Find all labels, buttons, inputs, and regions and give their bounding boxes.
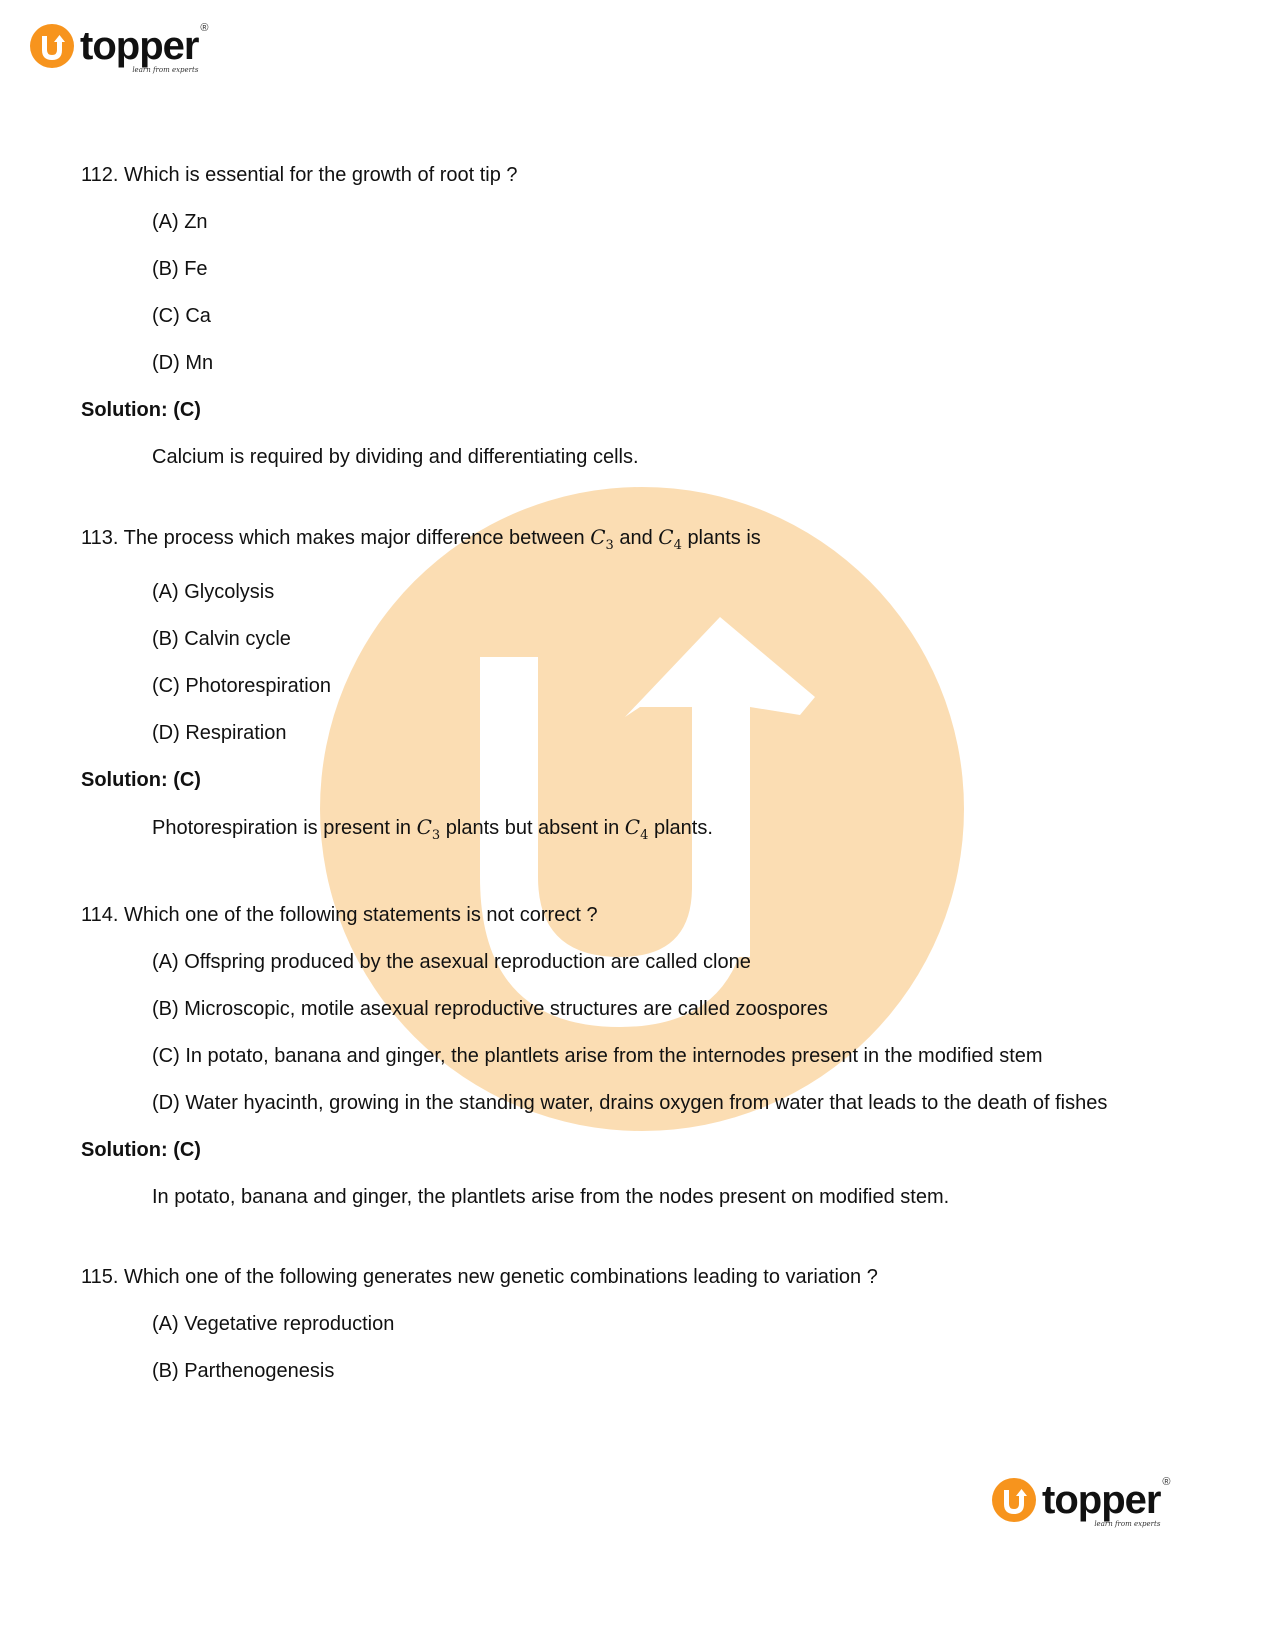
question-stem: Which one of the following statements is not correct ? <box>124 904 598 926</box>
question-stem-end: plants is <box>687 527 761 549</box>
c3-symbol: $C_3$ <box>590 525 614 553</box>
solution-label: Solution: (C) <box>81 769 201 791</box>
question-number: 114. <box>81 904 119 926</box>
option-b: (B) Parthenogenesis <box>152 1360 335 1382</box>
option-a: (A) Offspring produced by the asexual reproduction are called clone <box>152 951 751 973</box>
solution-label: Solution: (C) <box>81 399 201 421</box>
question-text <box>81 160 1161 191</box>
option-c: (C) In potato, banana and ginger, the plantlets arise from the internodes present in the modified stem <box>152 1045 1043 1067</box>
question-113 <box>81 522 1161 851</box>
footer-logo <box>992 1476 1171 1528</box>
option-d: (D) Mn <box>152 352 214 374</box>
header-logo <box>30 22 209 74</box>
utopper-badge-icon <box>992 1478 1036 1522</box>
registered-mark: ® <box>1162 1476 1171 1488</box>
option-b: (B) Fe <box>152 258 208 280</box>
option-c: (C) Photorespiration <box>152 675 331 697</box>
question-text <box>81 522 1161 561</box>
question-number: 113. <box>81 527 119 549</box>
brand-name: topper <box>80 24 199 68</box>
brand-name: topper <box>1042 1478 1161 1522</box>
option-a: (A) Vegetative reproduction <box>152 1313 395 1335</box>
option-b: (B) Microscopic, motile asexual reproductive structures are called zoospores <box>152 998 828 1020</box>
option-b: (B) Calvin cycle <box>152 628 291 650</box>
brand-tagline: learn from experts <box>1094 1520 1161 1528</box>
question-stem: Which is essential for the growth of root tip ? <box>124 164 518 186</box>
question-stem-and: and <box>619 527 653 549</box>
question-114 <box>81 900 1161 1213</box>
question-number: 112. <box>81 164 119 186</box>
c3-symbol: $C_3$ <box>416 815 441 843</box>
solution-explanation: Photorespiration is present in $C_3$ plants but absent in $C_4$ plants. <box>152 815 713 843</box>
solution-explanation: In potato, banana and ginger, the plantlets arise from the nodes present on modified stem. <box>152 1186 950 1208</box>
option-d: (D) Respiration <box>152 722 287 744</box>
c4-symbol: $C_4$ <box>624 815 649 843</box>
option-c: (C) Ca <box>152 305 211 327</box>
question-text <box>81 900 1161 931</box>
option-d: (D) Water hyacinth, growing in the standing water, drains oxygen from water that leads to the death of fishes <box>152 1092 1108 1114</box>
utopper-badge-icon <box>30 24 74 68</box>
option-a: (A) Zn <box>152 211 208 233</box>
question-stem: Which one of the following generates new genetic combinations leading to variation ? <box>124 1266 878 1288</box>
registered-mark: ® <box>200 22 209 34</box>
solution-label: Solution: (C) <box>81 1139 201 1161</box>
question-list <box>81 160 1161 1403</box>
question-112 <box>81 160 1161 473</box>
option-a: (A) Glycolysis <box>152 581 275 603</box>
c4-symbol: $C_4$ <box>658 525 682 553</box>
question-text <box>81 1262 1161 1293</box>
solution-explanation: Calcium is required by dividing and differentiating cells. <box>152 446 639 468</box>
question-number: 115. <box>81 1266 119 1288</box>
brand-tagline: learn from experts <box>132 66 199 74</box>
question-115 <box>81 1262 1161 1387</box>
question-stem: The process which makes major difference between <box>123 527 585 549</box>
